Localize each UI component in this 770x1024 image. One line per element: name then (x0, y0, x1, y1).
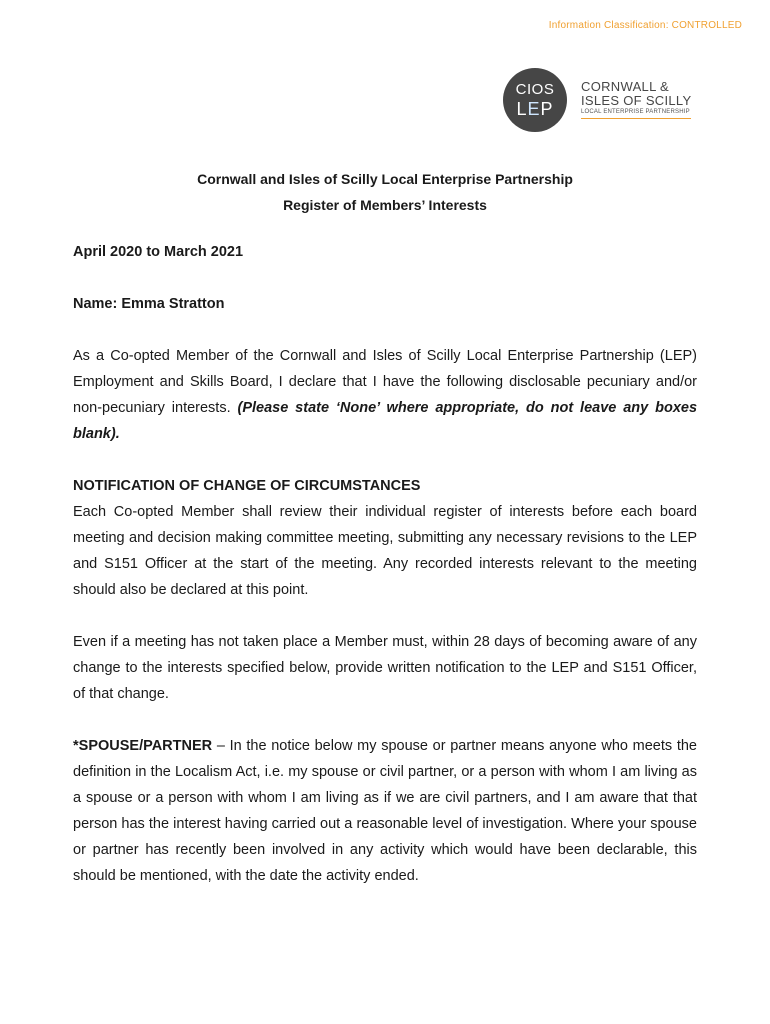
document-title (0, 166, 770, 218)
logo-circle (503, 68, 567, 132)
spouse-body: – In the notice below my spouse or partner means anyone who meets the definition in the Localism Act, i.e. my spouse or civil partner, or a person with whom I am living as a spouse or a person with whom I am living as if we are civil partners, and I am aware that that person has the interest having carried out a reasonable level of investigation. Where your spouse or partner has recently been involved in any activity which would have been declarable, this should be mentioned, with the date the activity ended. (73, 738, 697, 884)
classification-label: Information Classification: CONTROLLED (548, 20, 742, 31)
logo-circle-line2 (503, 99, 567, 119)
spouse-label: *SPOUSE/PARTNER (73, 738, 213, 754)
period: April 2020 to March 2021 (73, 244, 244, 260)
logo-letter-p: P (540, 99, 554, 119)
title-line1: Cornwall and Isles of Scilly Local Enterprise Partnership (197, 171, 573, 187)
logo-text-line2: ISLES OF SCILLY (581, 93, 692, 108)
notification-body: Each Co-opted Member shall review their individual register of interests before each board meeting and decision making committee meeting, submitting any necessary revisions to the LEP and S151 Officer at the start of the meeting. Any recorded interests relevant to the meeting should also be declared at this point. (73, 504, 697, 598)
declaration-emphasis: (Please state ‘None’ where appropriate, do not leave any boxes blank). (73, 400, 698, 442)
logo-text-line3: LOCAL ENTERPRISE PARTNERSHIP (581, 108, 691, 119)
member-name: Name: Emma Stratton (73, 296, 225, 312)
declaration-text: As a Co-opted Member of the Cornwall and Isles of Scilly Local Enterprise Partnership (LEP) Employment and Skills Board, I declare that I have the following disclosable pecuniary and/or non-pecuniary interests. (73, 348, 697, 416)
cios-lep-logo (503, 68, 703, 134)
spouse-paragraph (73, 733, 697, 889)
logo-letter-e: E (527, 99, 541, 119)
declaration-paragraph (73, 343, 697, 447)
logo-wordmark (581, 80, 691, 119)
logo-text-line1: CORNWALL & (581, 79, 669, 94)
logo-letter-l: L (516, 99, 528, 119)
notification-heading: NOTIFICATION OF CHANGE OF CIRCUMSTANCES (73, 478, 421, 494)
even-if-paragraph: Even if a meeting has not taken place a Member must, within 28 days of becoming aware of any change to the interests specified below, provide written notification to the LEP and S151 Officer, of that change. (73, 634, 697, 702)
logo-circle-line1: CIOS (515, 81, 555, 98)
title-line2: Register of Members’ Interests (283, 197, 487, 213)
